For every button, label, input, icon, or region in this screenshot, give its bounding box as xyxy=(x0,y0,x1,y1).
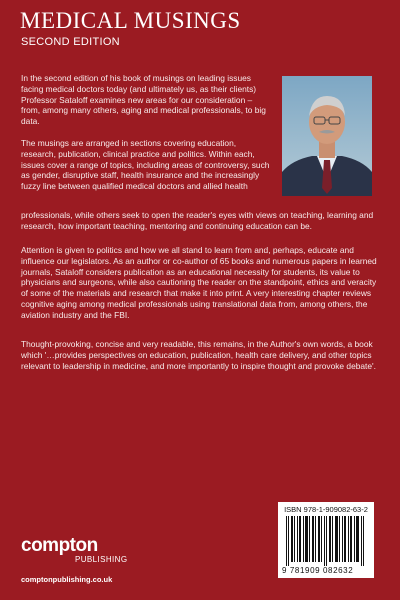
blurb-paragraph-2-continued: professionals, while others seek to open the reader's eyes with views on teaching, learning and research, how important teaching, mentoring and continuing education can be. xyxy=(21,210,374,231)
edition-label: SECOND EDITION xyxy=(21,36,120,48)
blurb-paragraph-2: The musings are arranged in sections covering education, research, publication, clinical practice and politics. Within each, issues cover a range of topics, including areas of controversy, such as gender, disruptive staff, health insurance and the increasingly fuzzy line between qualified medical doctors and allied health xyxy=(21,138,270,192)
publisher-logo xyxy=(21,535,128,564)
publisher-name: compton xyxy=(21,535,98,556)
barcode-bars xyxy=(286,516,366,566)
isbn-barcode xyxy=(278,502,374,578)
blurb-paragraph-1: In the second edition of his book of musings on leading issues facing medical doctors today (and ultimately us, as their clients) Professor Sataloff examines new areas for our consideration – from, among many others, aging and medical professionals, to big data. xyxy=(21,73,266,127)
blurb-paragraph-3: Attention is given to politics and how we all stand to learn from and, perhaps, educate and influence our legislators. As an author or co-author of 65 books and numerous papers in learned journals, Sataloff considers publication as an educational necessity for students, its value to physicians and surgeons, while also cautioning the reader on the standpoint, ethics and veracity of some of the materials and research that make it into print. A very interesting chapter reviews cognitive aging among medical professionals using translational data from, among others, the aviation industry and the FBI. xyxy=(21,245,377,320)
isbn-label: ISBN 978-1-909082-63-2 xyxy=(284,505,368,514)
author-photo xyxy=(282,76,372,196)
blurb-paragraph-4: Thought-provoking, concise and very readable, this remains, in the Author's own words, a book which '…provides perspectives on education, publication, health care delivery, and other topics relevant to leadership in medicine, and more importantly to inspire thought and provoke debate'. xyxy=(21,339,376,371)
book-title: MEDICAL MUSINGS xyxy=(20,8,241,33)
publisher-sub: PUBLISHING xyxy=(75,555,128,564)
barcode-digits: 9 781909 082632 xyxy=(282,566,354,575)
publisher-url: comptonpublishing.co.uk xyxy=(21,575,113,584)
